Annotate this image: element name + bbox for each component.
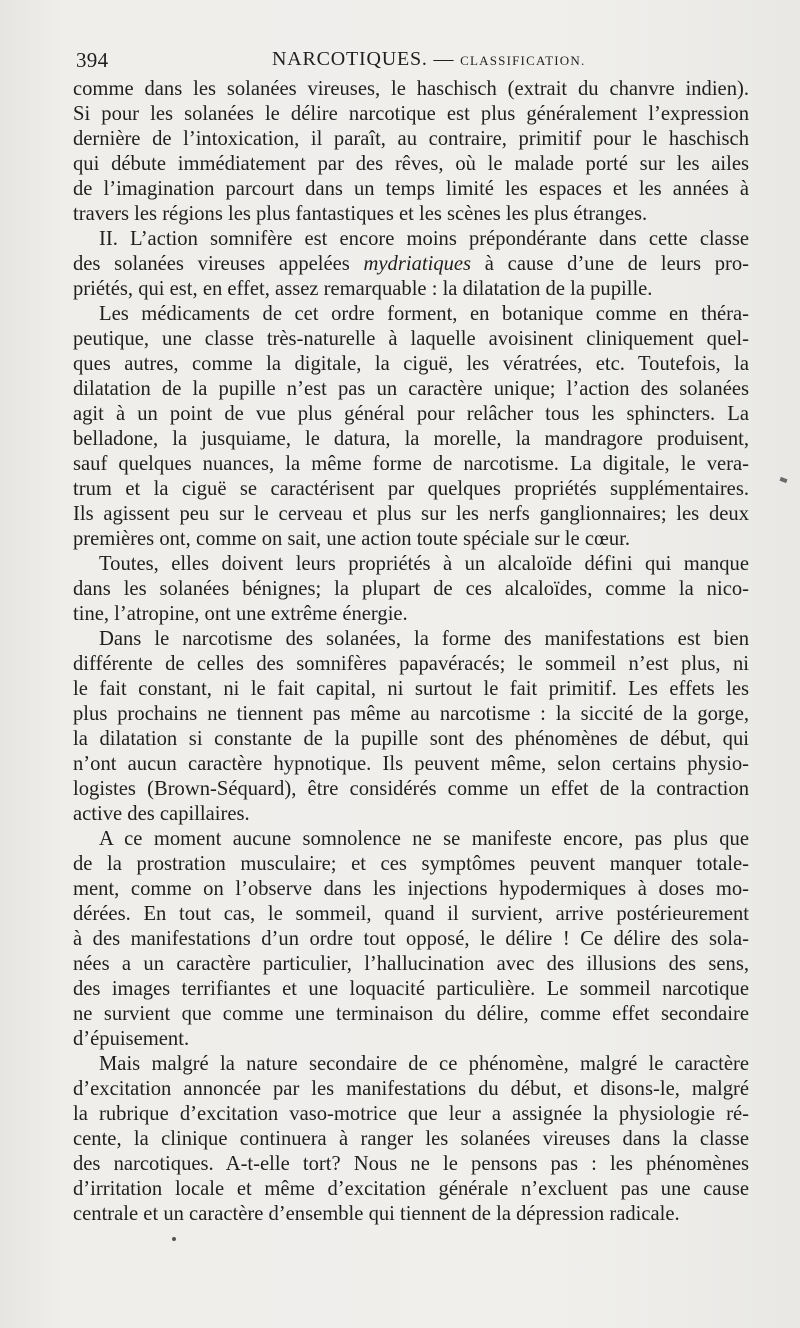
- text-line: Dans le narcotisme des solanées, la forme des manifestations est bien: [99, 628, 749, 650]
- text-line: nées a un caractère particulier, l’hallucination avec des illusions des sens,: [73, 953, 749, 975]
- text-line: qui débute immédiatement par des rêves, où le malade porté sur les ailes: [73, 153, 749, 175]
- text-line: des solanées vireuses appelées mydriatiques à cause d’une de leurs pro-: [73, 253, 749, 275]
- text-line: comme dans les solanées vireuses, le haschisch (extrait du chanvre indien).: [73, 78, 749, 100]
- text-line: II. L’action somnifère est encore moins prépondérante dans cette classe: [99, 228, 749, 250]
- paragraph: [73, 1052, 749, 1227]
- text-line: logistes (Brown-Séquard), être considérés comme un effet de la contraction: [73, 778, 749, 800]
- text-line: des images terrifiantes et une loquacité particulière. Le sommeil narcotique: [73, 978, 749, 1000]
- text-line: trum et la ciguë se caractérisent par quelques propriétés supplémentaires.: [73, 478, 749, 500]
- text-line: peutique, une classe très-naturelle à laquelle avoisinent cliniquement quel-: [73, 328, 749, 350]
- text-line: dernière de l’intoxication, il paraît, au contraire, primitif pour le haschisch: [73, 128, 749, 150]
- running-head-dash: —: [427, 48, 461, 70]
- running-head-section: CLASSIFICATION.: [460, 53, 586, 68]
- text-line: premières ont, comme on sait, une action toute spéciale sur le cœur.: [73, 528, 630, 550]
- paragraph: [73, 627, 749, 827]
- text-line: A ce moment aucune somnolence ne se manifeste encore, pas plus que: [99, 828, 749, 850]
- text-line: différente de celles des somnifères papavéracés; le sommeil n’est plus, ni: [73, 653, 749, 675]
- paragraph: [73, 302, 749, 552]
- ink-dot: [172, 1237, 176, 1241]
- paragraph: [73, 827, 749, 1052]
- text-line: tine, l’atropine, ont une extrême énergie.: [73, 603, 408, 625]
- paragraph: [73, 77, 749, 227]
- running-head-title: NARCOTIQUES.: [272, 48, 428, 70]
- text-line: centrale et un caractère d’ensemble qui tiennent de la dépression radicale.: [73, 1203, 680, 1225]
- text-line: Si pour les solanées le délire narcotique est plus généralement l’expression: [73, 103, 749, 125]
- text-line: ment, comme on l’observe dans les injections hypodermiques à doses mo-: [73, 878, 749, 900]
- text-line: Mais malgré la nature secondaire de ce phénomène, malgré le caractère: [99, 1053, 749, 1075]
- text-line: plus prochains ne tiennent pas même au narcotisme : la siccité de la gorge,: [73, 703, 749, 725]
- text-line: d’irritation locale et même d’excitation générale n’excluent pas une cause: [73, 1178, 749, 1200]
- text-line: active des capillaires.: [73, 803, 250, 825]
- text-line: sauf quelques nuances, la même forme de narcotisme. La digitale, le vera-: [73, 453, 749, 475]
- text-line: Toutes, elles doivent leurs propriétés à un alcaloïde défini qui manque: [99, 553, 749, 575]
- page-header: [76, 48, 748, 74]
- paragraph: [73, 227, 749, 302]
- text-line: à des manifestations d’un ordre tout opposé, le délire ! Ce délire des sola-: [73, 928, 749, 950]
- paragraph: [73, 552, 749, 627]
- text-line: de la prostration musculaire; et ces symptômes peuvent manquer totale-: [73, 853, 749, 875]
- text-line: des narcotiques. A-t-elle tort? Nous ne le pensons pas : les phénomènes: [73, 1153, 749, 1175]
- body-text: [73, 77, 749, 1227]
- text-line: dérées. En tout cas, le sommeil, quand il survient, arrive postérieurement: [73, 903, 749, 925]
- text-line: dilatation de la pupille n’est pas un caractère unique; l’action des solanées: [73, 378, 749, 400]
- text-line: de l’imagination parcourt dans un temps limité les espaces et les années à: [73, 178, 749, 200]
- text-line: agit à un point de vue plus général pour relâcher tous les sphincters. La: [73, 403, 749, 425]
- text-line: n’ont aucun caractère hypnotique. Ils peuvent même, selon certains physio-: [73, 753, 749, 775]
- margin-mark: [780, 477, 788, 483]
- text-line: dans les solanées bénignes; la plupart de ces alcaloïdes, comme la nico-: [73, 578, 749, 600]
- text-line: belladone, la jusquiame, le datura, la morelle, la mandragore produisent,: [73, 428, 749, 450]
- text-line: d’épuisement.: [73, 1028, 190, 1050]
- running-head: [272, 48, 585, 71]
- text-line: ques autres, comme la digitale, la ciguë, les vératrées, etc. Toutefois, la: [73, 353, 749, 375]
- page-number: 394: [76, 48, 109, 72]
- text-line: le fait constant, ni le fait capital, ni surtout le fait primitif. Les effets les: [73, 678, 749, 700]
- text-line: ne survient que comme une terminaison du délire, comme effet secondaire: [73, 1003, 749, 1025]
- text-line: Les médicaments de cet ordre forment, en botanique comme en théra-: [99, 303, 749, 325]
- text-line: la rubrique d’excitation vaso-motrice que leur a assignée la physiologie ré-: [73, 1103, 749, 1125]
- text-line: Ils agissent peu sur le cerveau et plus sur les nerfs ganglionnaires; les deux: [73, 503, 749, 525]
- text-line: travers les régions les plus fantastiques et les scènes les plus étranges.: [73, 203, 648, 225]
- text-line: la dilatation si constante de la pupille sont des phénomènes de début, qui: [73, 728, 749, 750]
- text-line: priétés, qui est, en effet, assez remarquable : la dilatation de la pupille.: [73, 278, 653, 300]
- text-line: d’excitation annoncée par les manifestations du début, et disons-le, malgré: [73, 1078, 749, 1100]
- text-line: cente, la clinique continuera à ranger les solanées vireuses dans la classe: [73, 1128, 749, 1150]
